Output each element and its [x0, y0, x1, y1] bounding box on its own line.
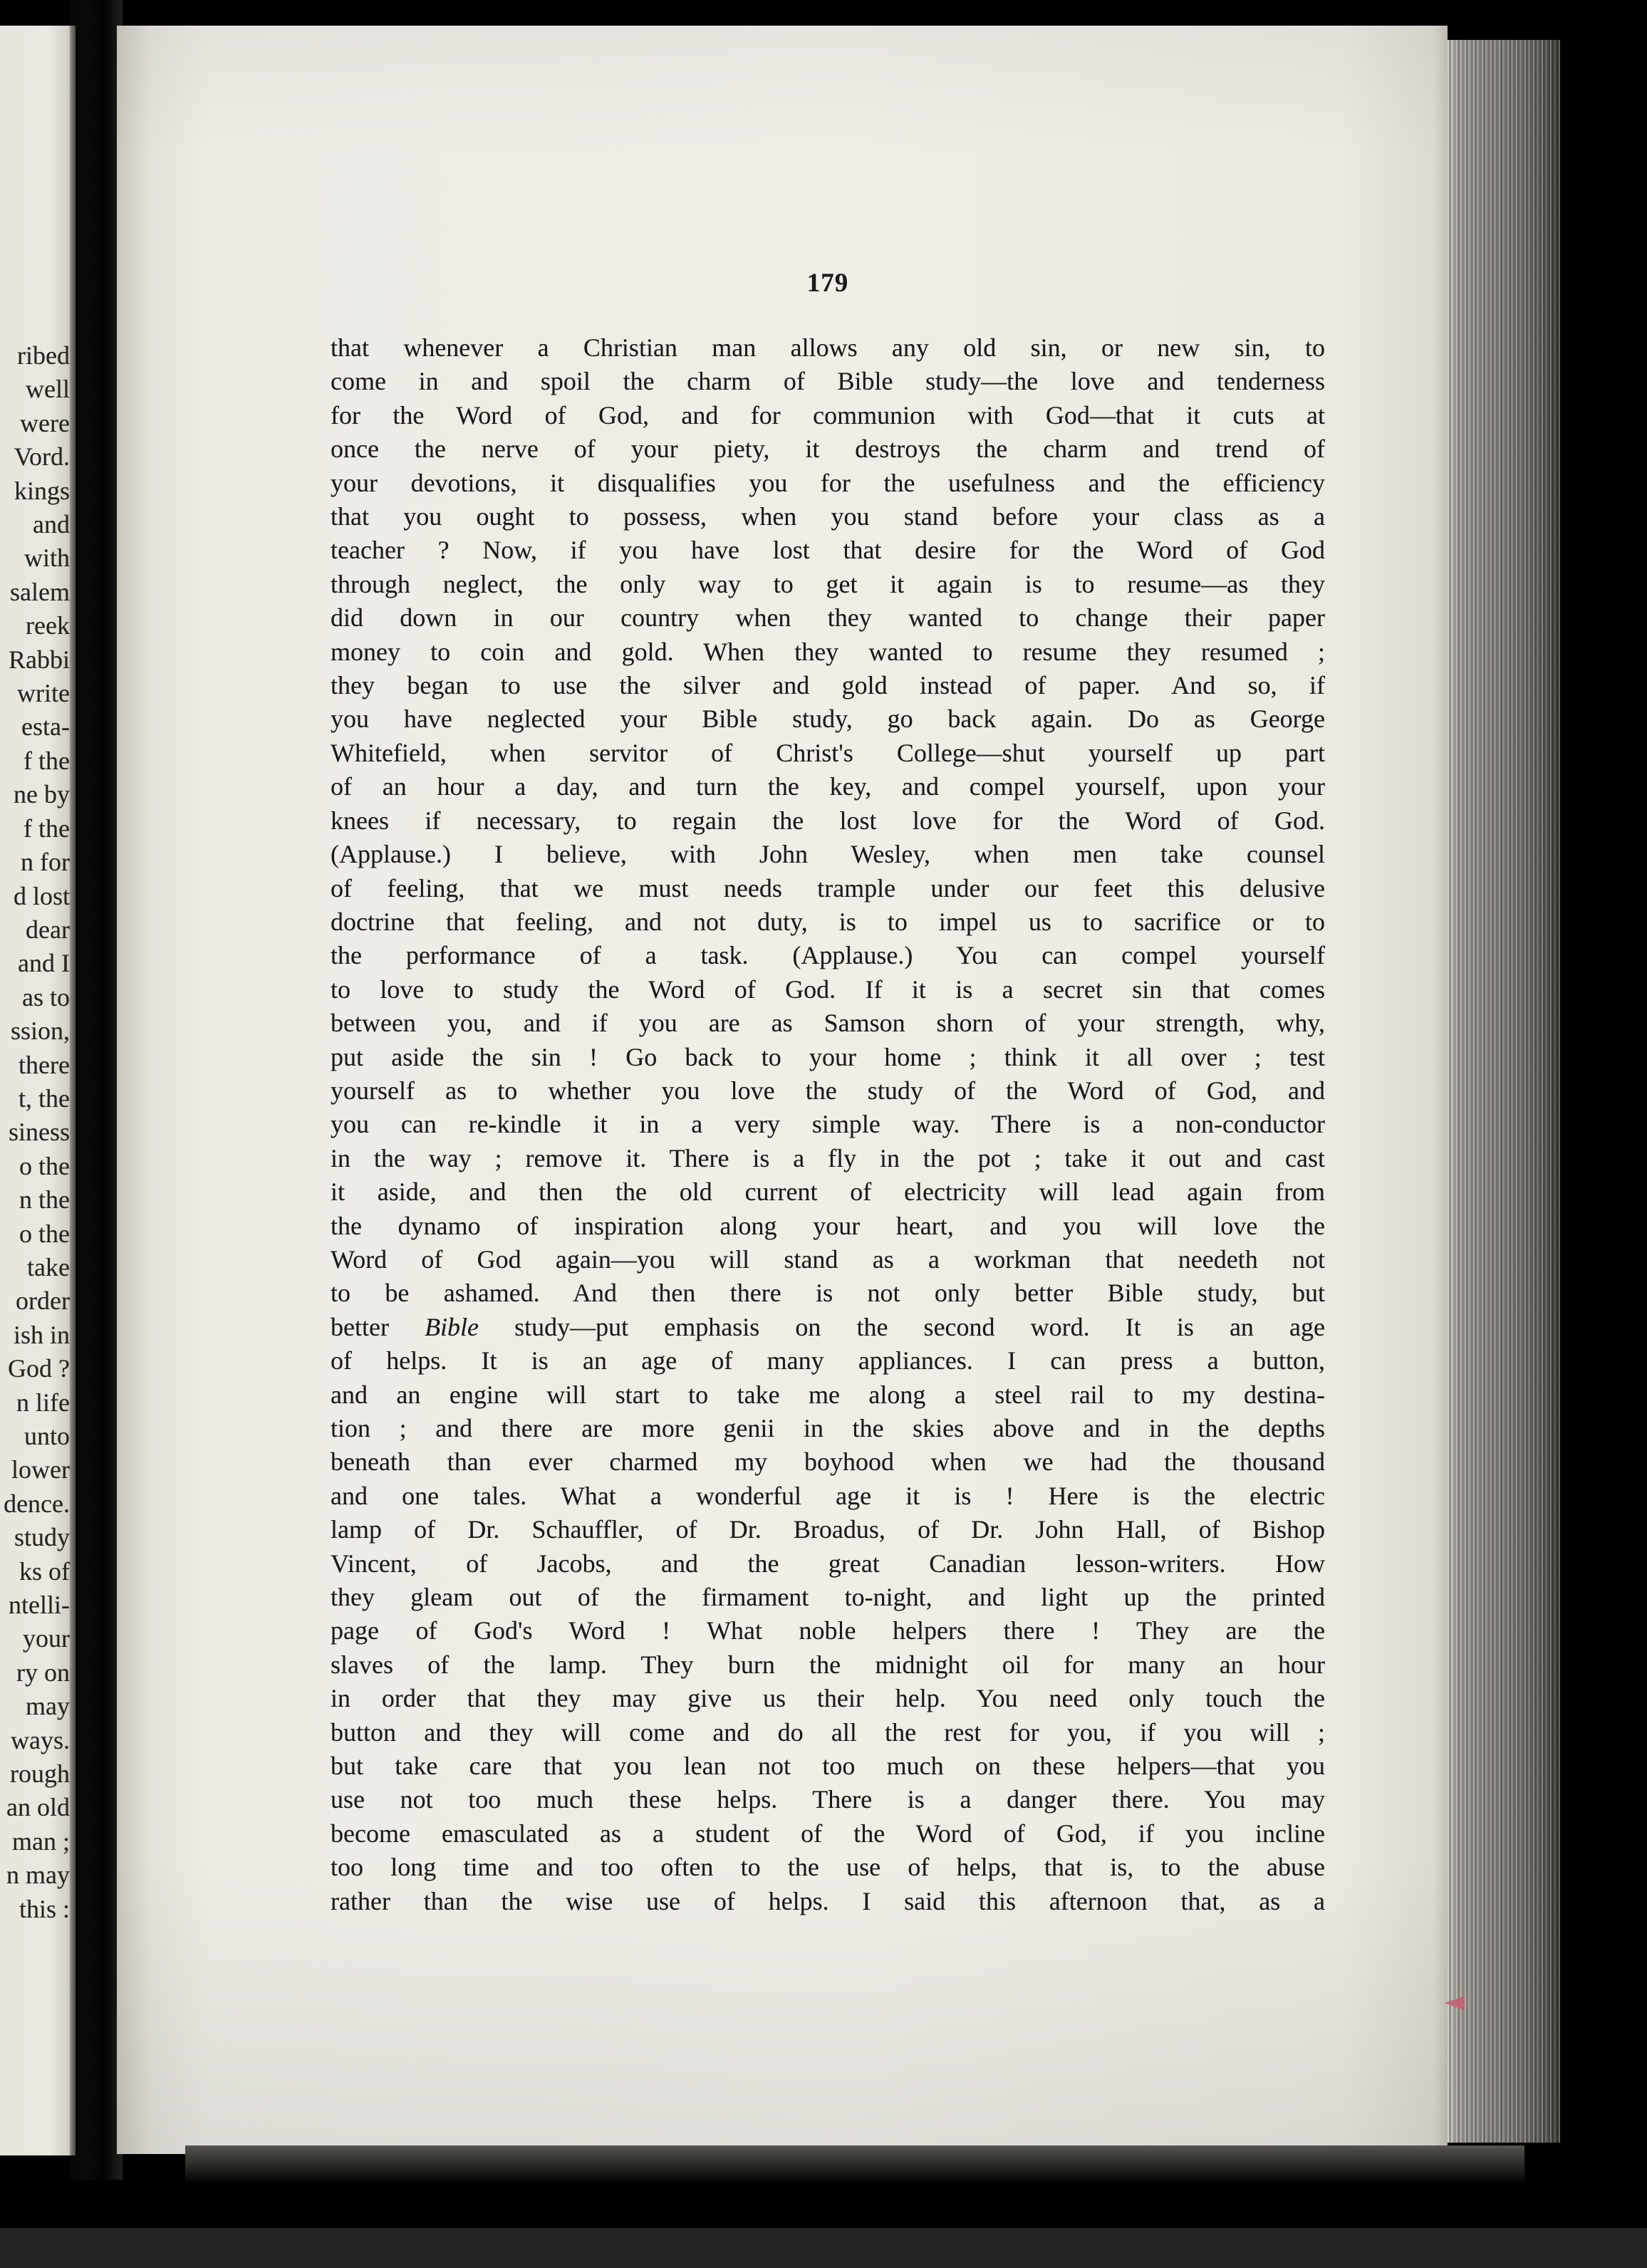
text-line: page of God's Word ! What noble helpers there ! They are the — [331, 1616, 1325, 1645]
text-line: doctrine that feeling, and not duty, is to impel us to sacrifice or to — [331, 907, 1325, 936]
fragment-line: ribed — [17, 341, 70, 370]
text-line: it aside, and then the old current of electricity will lead again from — [331, 1177, 1325, 1207]
fragment-line: lower — [11, 1455, 70, 1484]
fragment-line: salem — [10, 577, 70, 606]
fragment-line: and I — [18, 949, 70, 978]
fragment-line: ish in — [13, 1320, 70, 1349]
text-line: become emasculated as a student of the Word of God, if you incline — [331, 1819, 1325, 1848]
text-line: yourself as to whether you love the study of the Word of God, and — [331, 1076, 1325, 1105]
text-line: button and they will come and do all the rest for you, if you will ; — [331, 1717, 1325, 1747]
fragment-line: there — [19, 1050, 70, 1079]
fragment-line: as to — [22, 982, 70, 1011]
body-text — [331, 331, 1325, 1918]
fragment-line: were — [20, 408, 70, 437]
text-line: through neglect, the only way to get it again is to resume—as they — [331, 569, 1325, 598]
text-line: lamp of Dr. Schauffler, of Dr. Broadus, of Dr. John Hall, of Bishop — [331, 1515, 1325, 1544]
text-line: come in and spoil the charm of Bible study—the love and tenderness — [331, 367, 1325, 396]
fragment-line: an old — [6, 1793, 70, 1822]
text-line: did down in our country when they wanted to change their paper — [331, 603, 1325, 633]
text-line: once the nerve of your piety, it destroys the charm and trend of — [331, 435, 1325, 464]
fragment-line: ry on — [16, 1658, 70, 1687]
text-line: you can re-kindle it in a very simple way. There is a non-conductor — [331, 1110, 1325, 1139]
text-line: between you, and if you are as Samson shorn of your strength, why, — [331, 1009, 1325, 1038]
fragment-line: study — [14, 1523, 70, 1552]
text-line: but take care that you lean not too much on these helpers—that you — [331, 1752, 1325, 1781]
text-line: money to coin and gold. When they wanted to resume they resumed ; — [331, 637, 1325, 666]
text-line: and an engine will start to take me along a steel rail to my destina- — [331, 1380, 1325, 1409]
text-line: that whenever a Christian man allows any old sin, or new sin, to — [331, 333, 1325, 362]
fragment-line: dence. — [4, 1489, 70, 1518]
fragment-line: with — [24, 543, 70, 573]
fragment-line: ks of — [19, 1556, 70, 1586]
text-line: put aside the sin ! Go back to your home ; think it all over ; test — [331, 1042, 1325, 1071]
text-line: rather than the wise use of helps. I said this afternoon that, as a — [331, 1886, 1325, 1915]
page-edges — [1448, 40, 1560, 2143]
fragment-line: dear — [26, 915, 70, 944]
scanner-bed-bar — [0, 2228, 1647, 2268]
text-line: Vincent, of Jacobs, and the great Canadian lesson-writers. How — [331, 1549, 1325, 1578]
fragment-line: your — [23, 1624, 70, 1653]
fragment-line: God ? — [8, 1354, 70, 1383]
fragment-line: order — [16, 1286, 70, 1316]
fragment-line: kings — [14, 476, 70, 505]
fragment-line: and — [33, 510, 70, 539]
text-line: Whitefield, when servitor of Christ's College—shut yourself up part — [331, 738, 1325, 767]
fragment-line: Vord. — [14, 442, 70, 472]
text-line: (Applause.) I believe, with John Wesley, when men take counsel — [331, 840, 1325, 869]
fragment-line: well — [26, 375, 70, 404]
fragment-line: rough — [10, 1759, 70, 1789]
fragment-line: man ; — [12, 1826, 70, 1856]
fragment-line: unto — [24, 1422, 70, 1450]
text-line: they gleam out of the firmament to-night, and light up the printed — [331, 1583, 1325, 1612]
text-line: Word of God again—you will stand as a workman that needeth not — [331, 1244, 1325, 1274]
text-line: of feeling, that we must needs trample under our feet this delusive — [331, 873, 1325, 902]
fragment-line: ssion, — [10, 1016, 70, 1046]
text-line: the performance of a task. (Applause.) You can compel yourself — [331, 941, 1325, 970]
page-number: 179 — [806, 269, 849, 298]
text-line: the dynamo of inspiration along your heart, and you will love the — [331, 1211, 1325, 1240]
text-line: in the way ; remove it. There is a fly in the pot ; take it out and cast — [331, 1143, 1325, 1172]
text-line: of an hour a day, and turn the key, and compel yourself, upon your — [331, 772, 1325, 801]
text-line: better Bible study—put emphasis on the second word. It is an age — [331, 1312, 1325, 1341]
text-line: to love to study the Word of God. If it is a secret sin that comes — [331, 974, 1325, 1004]
book-page — [117, 26, 1448, 2154]
fragment-line: n life — [16, 1388, 70, 1417]
fragment-line: n the — [19, 1185, 70, 1214]
fragment-line: f the — [24, 746, 70, 775]
text-line: for the Word of God, and for communion with God—that it cuts at — [331, 400, 1325, 430]
facing-page — [0, 26, 76, 2155]
text-line: knees if necessary, to regain the lost love for the Word of God. — [331, 806, 1325, 835]
fragment-line: esta- — [21, 712, 70, 742]
fragment-line: take — [27, 1252, 70, 1281]
fragment-line: reek — [26, 611, 70, 640]
text-column — [331, 268, 1325, 1918]
fragment-line: n may — [6, 1861, 70, 1890]
fragment-line: t, the — [19, 1083, 70, 1113]
text-line: and one tales. What a wonderful age it is ! Here is the electric — [331, 1481, 1325, 1510]
fragment-line: this : — [19, 1894, 70, 1923]
text-line: to be ashamed. And then there is not only better Bible study, but — [331, 1279, 1325, 1308]
text-line: slaves of the lamp. They burn the midnight oil for many an hour — [331, 1650, 1325, 1679]
text-line: tion ; and there are more genii in the skies above and in the depths — [331, 1414, 1325, 1442]
text-line: use not too much these helps. There is a danger there. You may — [331, 1785, 1325, 1814]
fragment-line: ntelli- — [9, 1591, 70, 1620]
fragment-line: ne by — [14, 780, 70, 809]
fragment-line: siness — [8, 1118, 70, 1147]
fragment-line: o the — [19, 1151, 70, 1180]
fragment-line: ways. — [11, 1725, 70, 1754]
text-line: beneath than ever charmed my boyhood when we had the thousand — [331, 1447, 1325, 1477]
fragment-line: d lost — [13, 881, 70, 910]
text-line: they began to use the silver and gold instead of paper. And so, if — [331, 671, 1325, 700]
text-line: teacher ? Now, if you have lost that desire for the Word of God — [331, 536, 1325, 565]
fragment-line: may — [26, 1692, 70, 1721]
text-line: you have neglected your Bible study, go back again. Do as George — [331, 704, 1325, 734]
text-line: too long time and too often to the use of helps, that is, to the abuse — [331, 1853, 1325, 1882]
cursor-artifact-icon — [1445, 1996, 1465, 2010]
fragment-line: o the — [19, 1219, 70, 1248]
text-line: in order that they may give us their help. You need only touch the — [331, 1684, 1325, 1713]
text-line: that you ought to possess, when you stand before your class as a — [331, 502, 1325, 531]
gutter-shadow — [70, 0, 123, 2180]
fragment-line: f the — [24, 813, 70, 843]
facing-page-fragments — [0, 339, 70, 1926]
text-line: your devotions, it disqualifies you for the usefulness and the efficiency — [331, 468, 1325, 497]
book-bottom-edge — [185, 2145, 1524, 2184]
fragment-line: write — [17, 679, 70, 708]
fragment-line: Rabbi — [9, 645, 70, 674]
fragment-line: n for — [21, 848, 70, 877]
text-line: of helps. It is an age of many appliances. I can press a button, — [331, 1346, 1325, 1375]
